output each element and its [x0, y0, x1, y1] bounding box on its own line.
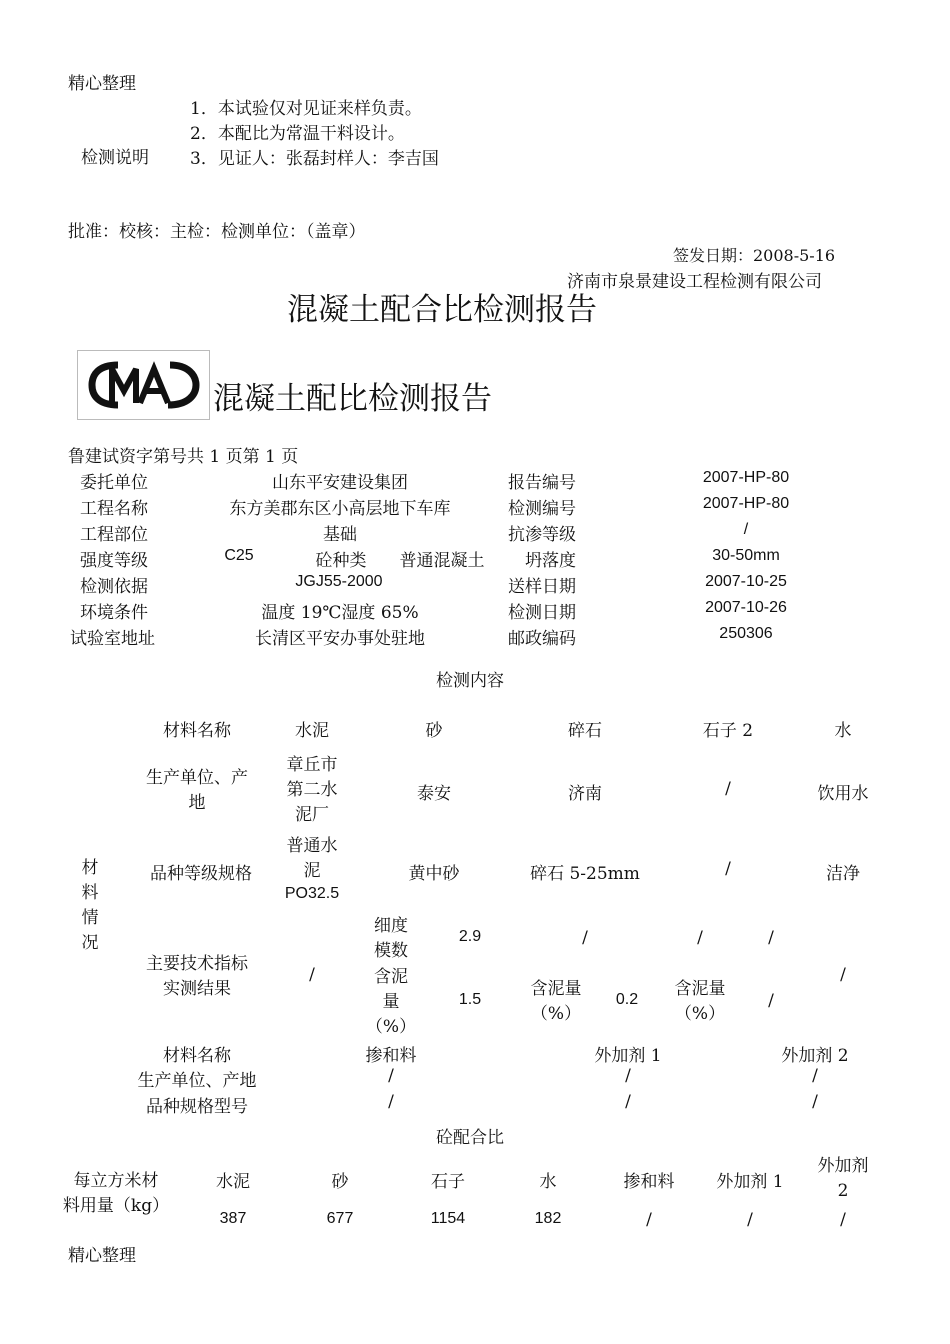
- info-label: 邮政编码: [508, 629, 576, 649]
- materials-row-label: 主要技术指标 实测结果: [146, 954, 248, 999]
- admixture-row-label: 生产单位、产地: [137, 1071, 257, 1091]
- materials-cell: 章丘市 第二水 泥厂: [286, 755, 338, 825]
- info-value: C25: [224, 547, 254, 564]
- info-value: 2007-HP-80: [702, 495, 790, 512]
- admixture-cell: /: [812, 1066, 818, 1086]
- document-reference: 鲁建试资字第号共 1 页第 1 页: [68, 447, 299, 467]
- mix-header: 外加剂 2: [817, 1156, 869, 1201]
- materials-row-label: 生产单位、产 地: [146, 768, 248, 813]
- info-label: 报告编号: [508, 473, 576, 493]
- materials-cell: 普通水 泥: [286, 836, 338, 881]
- info-label: 送样日期: [508, 577, 576, 597]
- admixture-name: 外加剂 1: [594, 1046, 662, 1066]
- mix-value: 1154: [430, 1210, 466, 1227]
- info-value: 2007-10-26: [705, 599, 787, 616]
- materials-cell: 1.5: [458, 991, 482, 1008]
- mix-value: 182: [534, 1210, 562, 1227]
- header-tag: 精心整理: [68, 74, 136, 94]
- info-label: 坍落度: [525, 551, 576, 571]
- mix-header: 掺和料: [623, 1172, 675, 1192]
- info-value: 温度 19℃湿度 65%: [261, 603, 419, 623]
- mix-value: 677: [326, 1210, 354, 1227]
- info-value: 250306: [719, 625, 773, 642]
- materials-cell: 碎石 5-25mm: [530, 864, 640, 884]
- materials-cell: 含泥量 （%）: [530, 979, 582, 1024]
- admixture-name: 外加剂 2: [781, 1046, 849, 1066]
- info-value: 2007-10-25: [705, 573, 787, 590]
- note-item: 3．见证人：张磊封样人：李吉国: [190, 149, 439, 169]
- report-title: 混凝土配合比检测报告: [287, 292, 597, 328]
- materials-row-label: 品种等级规格: [150, 864, 252, 884]
- materials-cell: 2.9: [458, 928, 482, 945]
- company-name: 济南市泉景建设工程检测有限公司: [567, 272, 822, 292]
- materials-header: 水泥: [295, 721, 329, 741]
- materials-cell: /: [840, 965, 846, 985]
- admixture-name: 掺和料: [365, 1046, 417, 1066]
- info-label: 工程部位: [80, 525, 148, 545]
- materials-cell: 济南: [568, 784, 602, 804]
- info-value: 山东平安建设集团: [272, 473, 408, 493]
- materials-cell: /: [768, 991, 774, 1011]
- issue-date: 签发日期：2008-5-16: [673, 246, 836, 265]
- signature-line: 批准：校核：主检：检测单位：（盖章）: [68, 222, 366, 242]
- info-value: 2007-HP-80: [702, 469, 790, 486]
- materials-group-label: 材 料 情 况: [81, 858, 99, 953]
- materials-cell: 0.2: [615, 991, 639, 1008]
- info-label: 试验室地址: [70, 629, 155, 649]
- admixture-cell: /: [812, 1092, 818, 1112]
- materials-cell: 含泥 量 （%）: [365, 967, 417, 1037]
- materials-cell: 洁净: [826, 864, 860, 884]
- footer-tag: 精心整理: [68, 1246, 136, 1266]
- mix-value: /: [747, 1210, 753, 1230]
- info-label: 检测日期: [508, 603, 576, 623]
- materials-cell: /: [768, 928, 774, 948]
- mix-header: 水: [539, 1172, 557, 1192]
- mix-value: 387: [219, 1210, 247, 1227]
- materials-header: 碎石: [568, 721, 602, 741]
- info-value: 东方美郡东区小高层地下车库: [229, 499, 451, 519]
- info-label: 检测编号: [508, 499, 576, 519]
- info-label: 砼种类: [315, 551, 367, 571]
- info-label: 抗渗等级: [508, 525, 576, 545]
- materials-header: 材料名称: [163, 721, 231, 741]
- cma-seal-icon: [78, 351, 209, 419]
- mix-header: 外加剂 1: [716, 1172, 784, 1192]
- mix-header: 砂: [331, 1172, 349, 1192]
- section-title-content: 检测内容: [436, 671, 504, 691]
- note-item: 2．本配比为常温干料设计。: [190, 124, 405, 144]
- admixture-row-label: 材料名称: [163, 1046, 231, 1066]
- cma-logo-text: CMA: [78, 351, 81, 352]
- materials-header: 水: [834, 721, 852, 741]
- materials-cell: /: [697, 928, 703, 948]
- materials-cell: /: [309, 965, 315, 985]
- info-label: 委托单位: [80, 473, 148, 493]
- materials-cell: 细度 模数: [374, 916, 408, 961]
- info-value: 基础: [323, 525, 357, 545]
- materials-header: 砂: [425, 721, 443, 741]
- materials-cell: 含泥量 （%）: [674, 979, 726, 1024]
- info-label: 环境条件: [80, 603, 148, 623]
- admixture-cell: /: [625, 1066, 631, 1086]
- admixture-cell: /: [388, 1066, 394, 1086]
- info-value: /: [743, 521, 749, 538]
- info-value: 30-50mm: [712, 547, 780, 564]
- cma-logo: [77, 350, 210, 420]
- notes-label: 检测说明: [81, 148, 149, 168]
- info-label: 工程名称: [80, 499, 148, 519]
- note-item: 1．本试验仅对见证来样负责。: [190, 99, 422, 119]
- info-value: 普通混凝土: [399, 551, 485, 571]
- info-value: 长清区平安办事处驻地: [255, 629, 425, 649]
- materials-header: 石子 2: [702, 721, 754, 741]
- materials-cell: 黄中砂: [408, 864, 460, 884]
- materials-cell: /: [725, 859, 731, 879]
- admixture-cell: /: [388, 1092, 394, 1112]
- materials-cell: 泰安: [417, 784, 451, 804]
- info-value: JGJ55-2000: [295, 573, 383, 590]
- materials-cell: /: [582, 928, 588, 948]
- report-subtitle: 混凝土配比检测报告: [213, 381, 492, 417]
- mix-row-label: 每立方米材 料用量（kg）: [62, 1171, 170, 1216]
- mix-header: 水泥: [216, 1172, 250, 1192]
- materials-cell: 饮用水: [817, 784, 869, 804]
- materials-cell: PO32.5: [284, 885, 340, 902]
- section-title-mix: 砼配合比: [436, 1128, 504, 1148]
- materials-cell: /: [725, 779, 731, 799]
- info-label: 强度等级: [80, 551, 148, 571]
- info-label: 检测依据: [80, 577, 148, 597]
- admixture-cell: /: [625, 1092, 631, 1112]
- mix-value: /: [840, 1210, 846, 1230]
- admixture-row-label: 品种规格型号: [146, 1097, 248, 1117]
- mix-header: 石子: [431, 1172, 465, 1192]
- mix-value: /: [646, 1210, 652, 1230]
